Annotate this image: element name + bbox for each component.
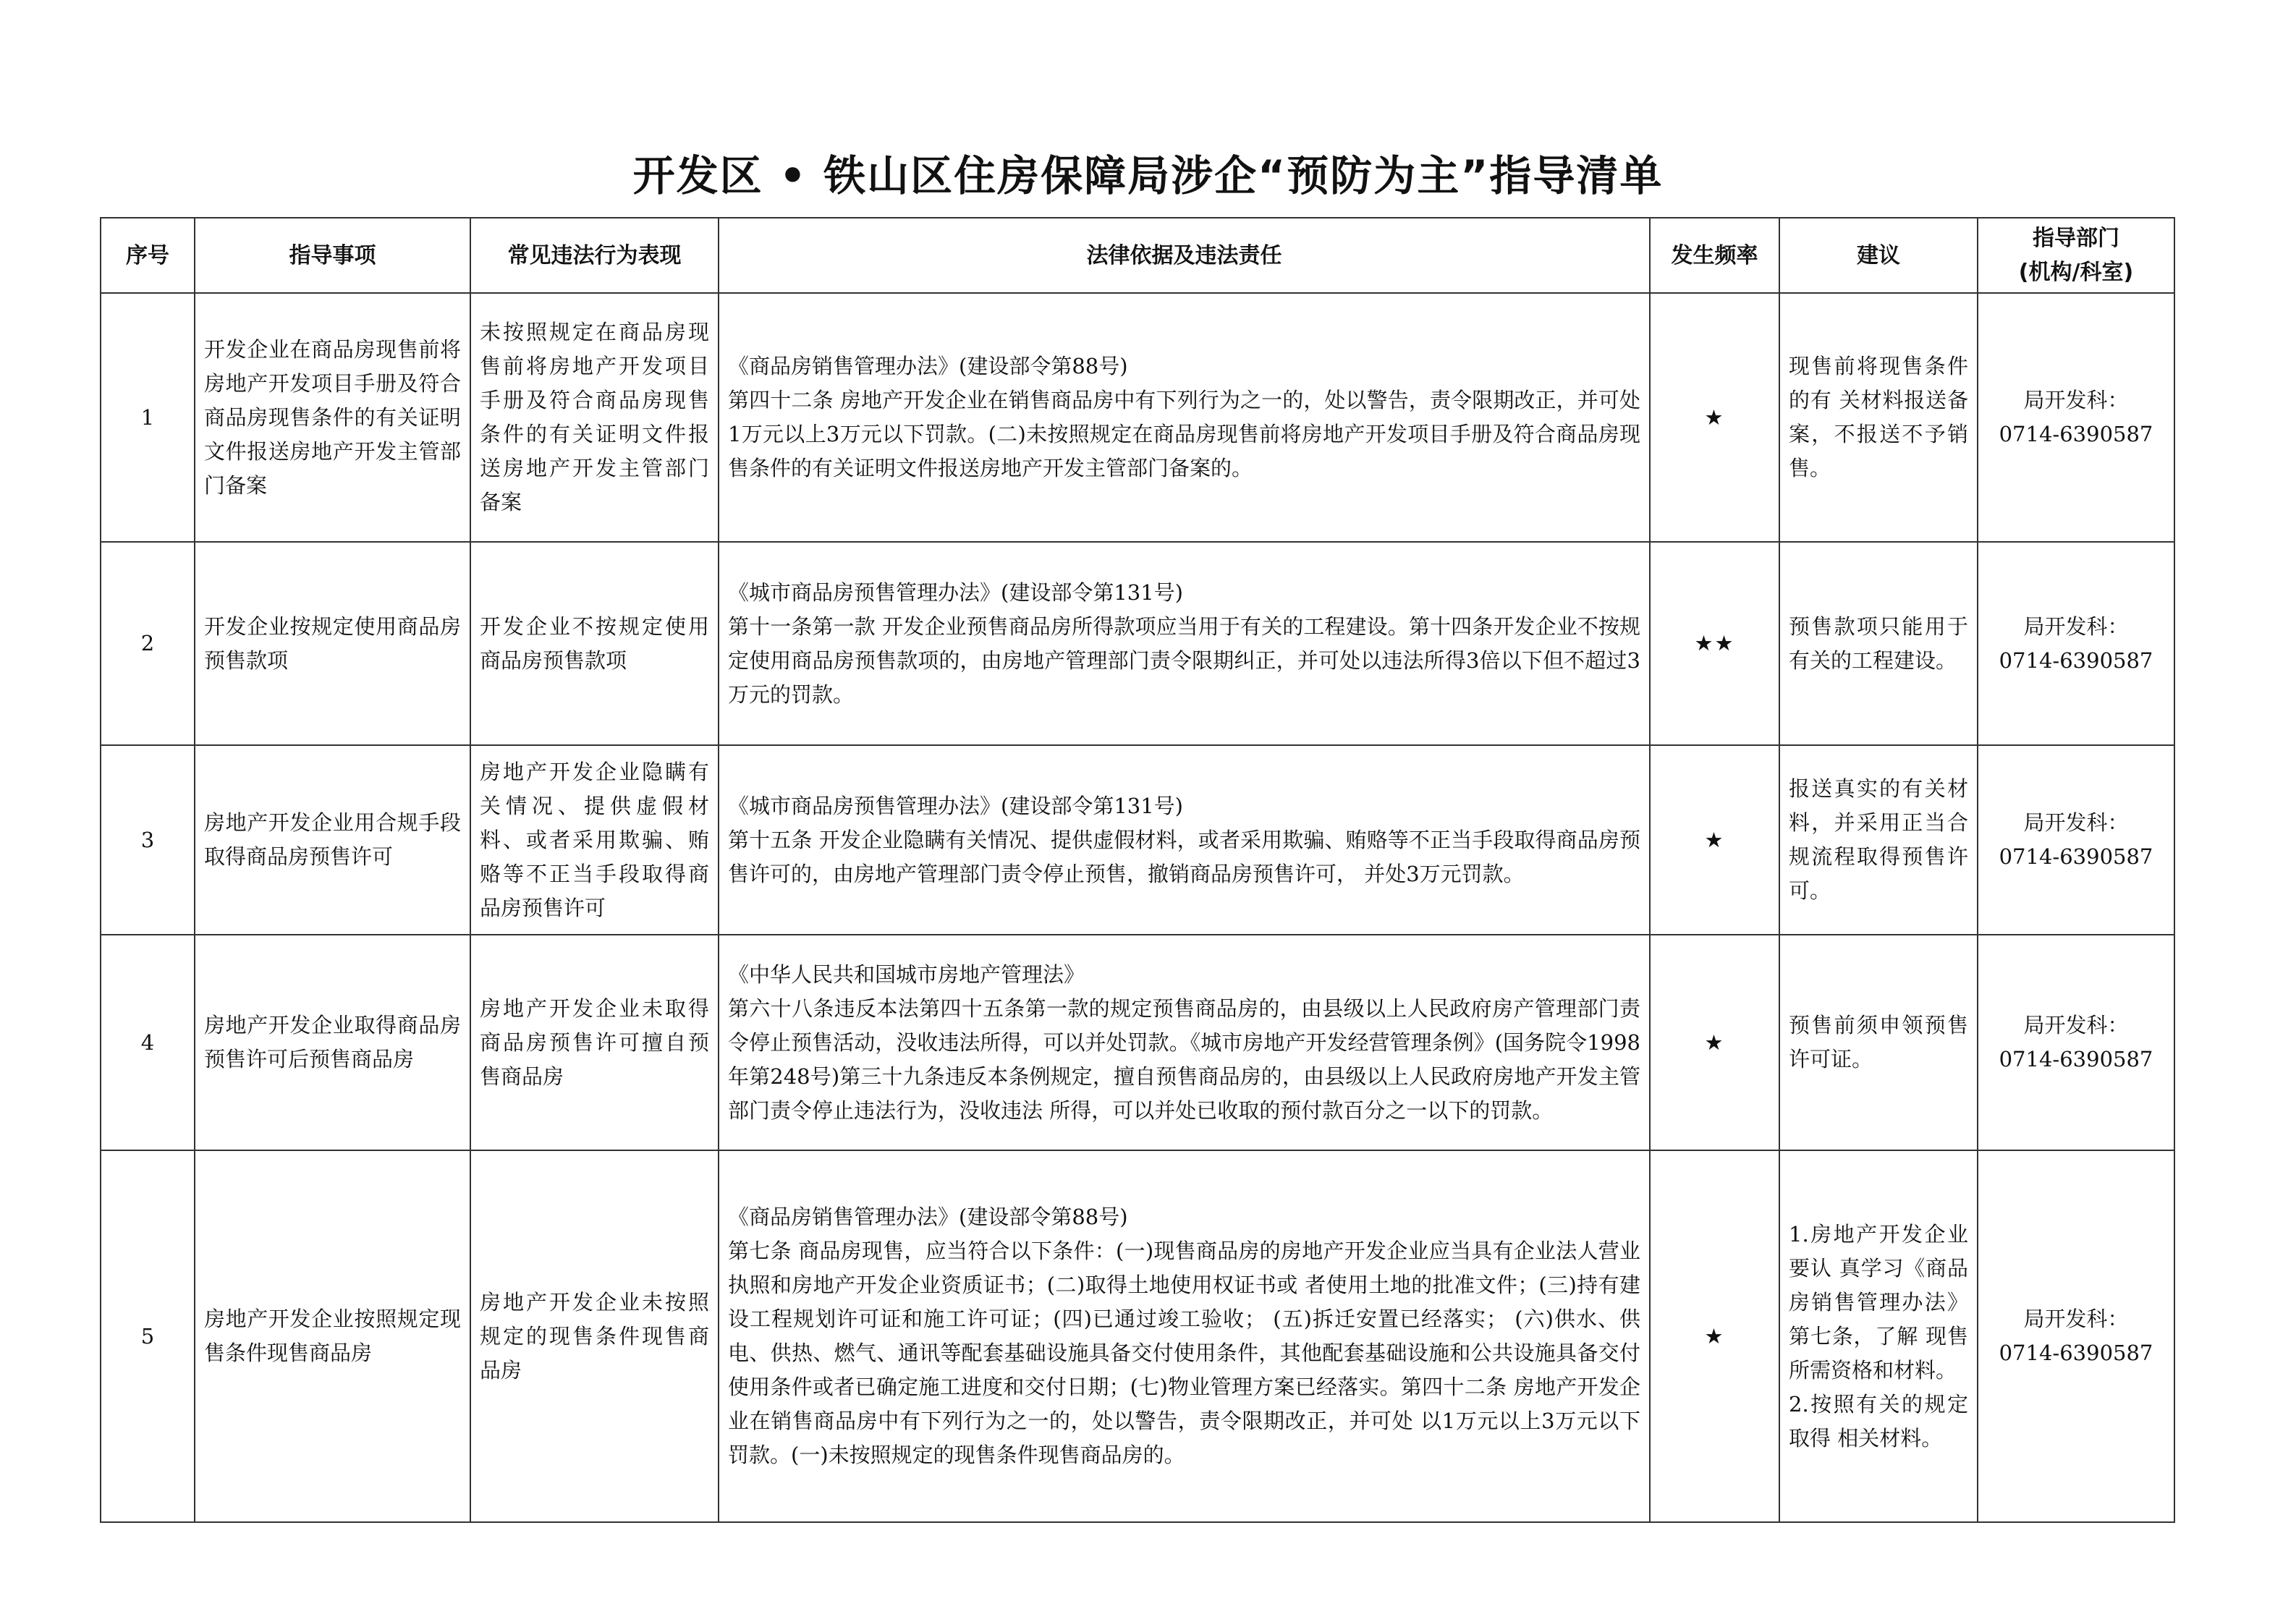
dept-phone: 0714-6390587 — [1999, 1341, 2153, 1365]
law-text: 第十五条 开发企业隐瞒有关情况、提供虚假材料，或者采用欺骗、贿赂等不正当手段取得商品房预售许可的，由房地产管理部门责令停止预售，撤销商品房预售许可， 并处3万元罚款。 — [728, 827, 1640, 886]
table-row — [101, 935, 2174, 1150]
row-no: 1 — [101, 293, 195, 542]
row-law — [719, 542, 1650, 745]
row-item: 房地产开发企业按照规定现售条件现售商品房 — [195, 1150, 470, 1522]
row-frequency: ★ — [1650, 293, 1779, 542]
dept-phone: 0714-6390587 — [1999, 647, 2153, 673]
advice-item: 报送真实的有关材料，并采用正当合规流程取得预售许可。 — [1789, 776, 1968, 903]
dept-label: 局开发科： — [2023, 388, 2129, 412]
row-dept — [1978, 542, 2174, 745]
dept-label: 局开发科： — [2023, 1307, 2129, 1331]
table-row — [101, 1150, 2174, 1522]
row-advice — [1779, 1150, 1978, 1522]
law-text: 第六十八条违反本法第四十五条第一款的规定预售商品房的，由县级以上人民政府房产管理部门责令停止预售活动，没收违法所得，可以并处罚款。《城市房地产开发经营管理条例》(国务院令1998年第248号)第三十九条违反本条例规定，擅自预售商品房的，由县级以上人民政府房地产开发主管部门责令停止违法行为，没收违法 所得，可以并处已收取的预付款百分之一以下的罚款。 — [728, 995, 1640, 1123]
row-frequency: ★★ — [1650, 542, 1779, 745]
row-law — [719, 1150, 1650, 1522]
row-item: 房地产开发企业取得商品房预售许可后预售商品房 — [195, 935, 470, 1150]
law-text: 第四十二条 房地产开发企业在销售商品房中有下列行为之一的，处以警告，责令限期改正，并可处1万元以上3万元以下罚款。(二)未按照规定在商品房现售前将房地产开发项目手册及符合商品房现售条件的有关证明文件报送房地产开发主管部门备案的。 — [728, 388, 1640, 480]
row-law — [719, 935, 1650, 1150]
dept-label: 局开发科： — [2023, 1013, 2129, 1037]
table-header-row — [101, 218, 2174, 293]
header-advice: 建议 — [1779, 218, 1978, 293]
row-no: 2 — [101, 542, 195, 745]
law-title: 《中华人民共和国城市房地产管理法》 — [728, 961, 1085, 987]
row-frequency: ★ — [1650, 745, 1779, 935]
guidance-table — [100, 217, 2175, 1523]
row-no: 5 — [101, 1150, 195, 1522]
row-advice — [1779, 542, 1978, 745]
row-dept — [1978, 1150, 2174, 1522]
row-behavior: 房地产开发企业隐瞒有关情况、提供虚假材料、或者采用欺骗、贿赂等不正当手段取得商品房预售许可 — [470, 745, 719, 935]
row-advice — [1779, 745, 1978, 935]
row-law — [719, 293, 1650, 542]
law-text: 第七条 商品房现售，应当符合以下条件：(一)现售商品房的房地产开发企业应当具有企业法人营业执照和房地产开发企业资质证书；(二)取得土地使用权证书或 者使用土地的批准文件；(三)持有建设工程规划许可证和施工许可证；(四)已通过竣工验收； (五)拆迁安置已经落实； (六)供水、供电、供热、燃气、通讯等配套基础设施具备交付使用条件，其他配套基础设施和公共设施具备交付使用条件或者已确定施工进度和交付日期；(七)物业管理方案已经落实。第四十二条 房地产开发企业在销售商品房中有下列行为之一的，处以警告，责令限期改正，并可处 以1万元以上3万元以下罚款。(一)未按照规定的现售条件现售商品房的。 — [728, 1239, 1640, 1467]
row-frequency: ★ — [1650, 935, 1779, 1150]
row-advice — [1779, 293, 1978, 542]
dept-phone: 0714-6390587 — [1999, 422, 2153, 446]
row-behavior: 未按照规定在商品房现售前将房地产开发项目手册及符合商品房现售条件的有关证明文件报送房地产开发主管部门备案 — [470, 293, 719, 542]
law-title: 《商品房销售管理办法》(建设部令第88号) — [728, 354, 1128, 378]
law-text: 第十一条第一款 开发企业预售商品房所得款项应当用于有关的工程建设。第十四条开发企业不按规定使用商品房预售款项的，由房地产管理部门责令限期纠正，并可处以违法所得3倍以下但不超过3万元的罚款。 — [728, 613, 1640, 707]
header-law: 法律依据及违法责任 — [719, 218, 1650, 293]
advice-item: 1.房地产开发企业要认 真学习《商品房销售管理办法》第七条，了解 现售所需资格和材料。 — [1789, 1221, 1968, 1383]
header-item: 指导事项 — [195, 218, 470, 293]
header-no: 序号 — [101, 218, 195, 293]
advice-item: 预售前须申领预售许可证。 — [1789, 1013, 1968, 1071]
row-no: 3 — [101, 745, 195, 935]
header-freq: 发生频率 — [1650, 218, 1779, 293]
law-title: 《城市商品房预售管理办法》(建设部令第131号) — [728, 793, 1183, 818]
advice-item: 预售款项只能用于有关的工程建设。 — [1789, 613, 1968, 673]
header-dept — [1978, 218, 2174, 293]
row-no: 4 — [101, 935, 195, 1150]
row-behavior: 房地产开发企业未按照规定的现售条件现售商品房 — [470, 1150, 719, 1522]
row-law — [719, 745, 1650, 935]
advice-item: 现售前将现售条件的有 关材料报送备案，不报送不予销售。 — [1789, 354, 1968, 480]
header-behavior: 常见违法行为表现 — [470, 218, 719, 293]
row-behavior: 房地产开发企业未取得商品房预售许可擅自预售商品房 — [470, 935, 719, 1150]
dept-phone: 0714-6390587 — [1999, 844, 2153, 869]
page-title: 开发区 • 铁山区住房保障局涉企“预防为主”指导清单 — [632, 151, 1664, 200]
row-advice — [1779, 935, 1978, 1150]
row-item: 开发企业在商品房现售前将房地产开发项目手册及符合商品房现售条件的有关证明文件报送房地产开发主管部门备案 — [195, 293, 470, 542]
table-row — [101, 542, 2174, 745]
header-dept-line2: (机构/科室) — [2018, 260, 2134, 285]
table-row — [101, 745, 2174, 935]
row-dept — [1978, 293, 2174, 542]
row-behavior: 开发企业不按规定使用商品房预售款项 — [470, 542, 719, 745]
row-frequency: ★ — [1650, 1150, 1779, 1522]
row-dept — [1978, 745, 2174, 935]
row-item: 开发企业按规定使用商品房预售款项 — [195, 542, 470, 745]
dept-label: 局开发科： — [2023, 613, 2129, 639]
table-row — [101, 293, 2174, 542]
dept-phone: 0714-6390587 — [1999, 1047, 2153, 1071]
row-item: 房地产开发企业用合规手段取得商品房预售许可 — [195, 745, 470, 935]
advice-item: 2.按照有关的规定取得 相关材料。 — [1789, 1391, 1968, 1451]
dept-label: 局开发科： — [2023, 810, 2129, 835]
law-title: 《城市商品房预售管理办法》(建设部令第131号) — [728, 579, 1183, 605]
law-title: 《商品房销售管理办法》(建设部令第88号) — [728, 1205, 1128, 1229]
header-dept-line1: 指导部门 — [2033, 226, 2119, 251]
row-dept — [1978, 935, 2174, 1150]
